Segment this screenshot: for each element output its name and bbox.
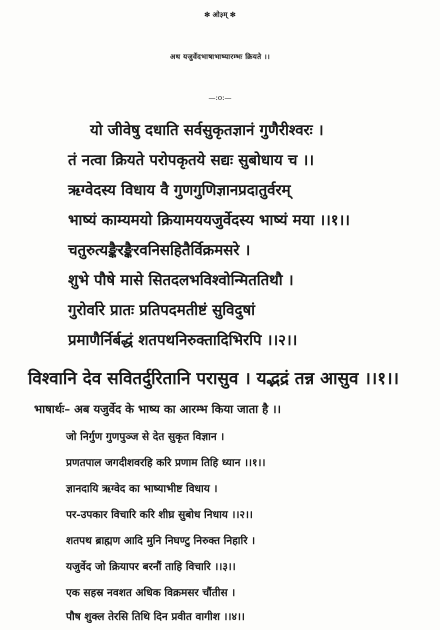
hindi-verse-line: जो निर्गुण गुणपुञ्ज से देत सुकृत विज्ञान । — [66, 431, 225, 443]
sanskrit-verse-line: शुभे पौषे मासे सितदलभविश्वोन्मिततिथौ । — [68, 271, 294, 289]
sanskrit-verse-line: गुरोर्वारे प्रातः प्रतिपदमतीष्टं सुविदुषां — [68, 301, 255, 319]
hindi-verse-line: यजुर्वेद जो क्रियापर बरनौं ताहि विचारि ।।३।। — [66, 561, 236, 573]
sanskrit-verse-line: प्रमाणैर्निर्बद्धं शतपथनिरुक्तादिभिरपि ।।२।। — [68, 331, 298, 349]
page-title: अथ यजुर्वेदभाषाभाष्यारम्भः क्रियते ।। — [169, 52, 271, 61]
hindi-verse-line: ज्ञानदायि ऋग्वेद का भाष्याभीष्ट विधाय । — [66, 483, 218, 495]
sanskrit-verse-line: चतुरुत्यङ्कैरङ्कैरवनिसहितैर्विक्रमसरे । — [68, 241, 251, 259]
sanskrit-verse-line: भाष्यं काम्यमयो क्रियामययजुर्वेदस्य भाष्यं मया ।।१।। — [68, 211, 350, 229]
vedic-mantra: विश्वानि देव सवितर्दुरितानि परासुव । यद्भद्रं तन्न आसुव ।।१।। — [28, 369, 399, 389]
hindi-verse-line: पौष शुक्ल तेरसि तिथि दिन प्रवीत वागीश ।।४।। — [66, 611, 245, 623]
bhashartha-intro: भाषार्थः– अब यजुर्वेद के भाष्य का आरम्भ किया जाता है ।। — [34, 402, 281, 416]
hindi-verse-line: पर-उपकार विचारि करि शीघ्र सुबोध निधाय ।।२।। — [66, 509, 253, 521]
hindi-verse-line: एक सहस्र नवशत अधिक विक्रमसर चौंतीस । — [66, 587, 236, 599]
ornament-divider: —:o:— — [208, 94, 232, 102]
sanskrit-verse-line: यो जीवेषु दधाति सर्वसुकृतज्ञानं गुणैरीश्वरः । — [90, 121, 324, 139]
om-heading: ✻ ओ३म् ✻ — [204, 10, 236, 19]
hindi-verse-line: शतपथ ब्राह्मण आदि मुनि निघण्टु निरुक्त निहारि । — [66, 535, 256, 547]
hindi-verse-line: प्रणतपाल जगदीशवरहि करि प्रणाम तिहि ध्यान ।।१।। — [66, 457, 266, 469]
sanskrit-verse-line: तं नत्वा क्रियते परोपकृतये सद्यः सुबोधाय च ।। — [68, 151, 315, 169]
sanskrit-verse-line: ऋग्वेदस्य विधाय वै गुणगुणिज्ञानप्रदातुर्वरम् — [68, 181, 291, 199]
